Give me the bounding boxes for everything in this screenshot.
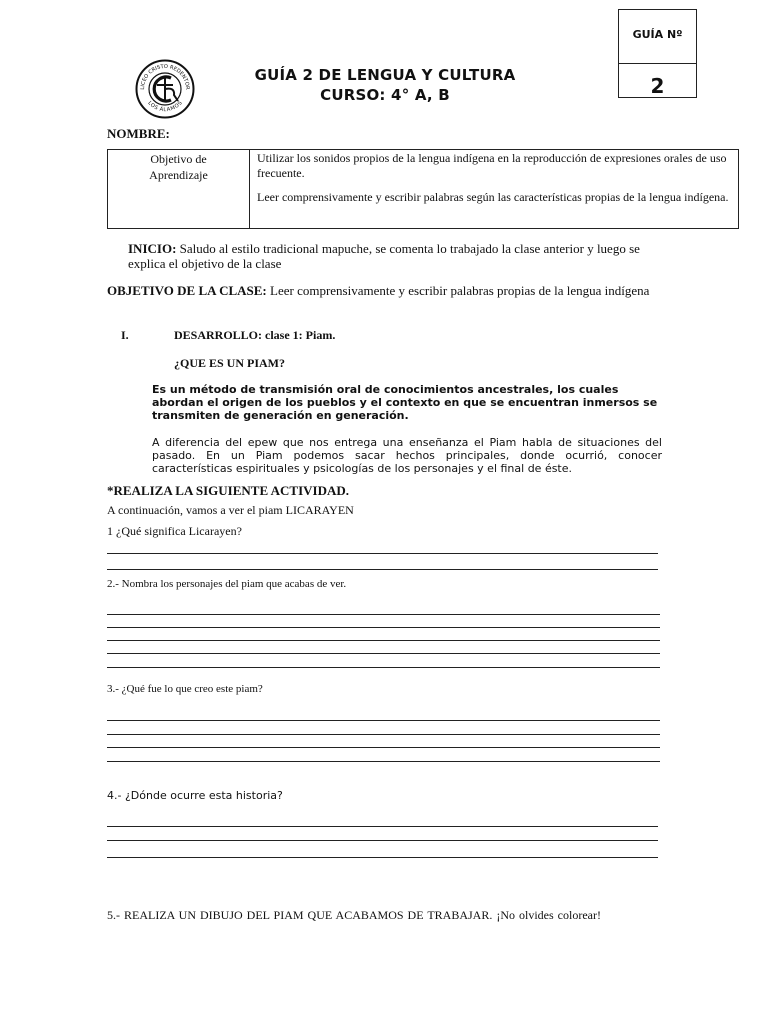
piam-description: A diferencia del epew que nos entrega una enseñanza el Piam habla de situaciones del pasado. En un Piam podemos sacar hechos principales, donde ocurrió, conocer características espirituales y psicologías de los personajes y el final de éste. — [152, 436, 662, 475]
inicio-label: INICIO: — [128, 241, 177, 256]
objetivo-clase-text: Leer comprensivamente y escribir palabras propias de la lengua indígena — [266, 283, 650, 298]
answer-line[interactable] — [107, 667, 660, 668]
actividad-intro: A continuación, vamos a ver el piam LICARAYEN — [107, 503, 354, 517]
answer-line[interactable] — [107, 720, 660, 721]
answer-line[interactable] — [107, 857, 658, 858]
piam-definition: Es un método de transmisión oral de conocimientos ancestrales, los cuales abordan el origen de los pueblos y el contexto en que se encuentran inmersos se transmiten de generación en generación. — [152, 383, 658, 422]
course-title: CURSO: 4° A, B — [320, 86, 450, 104]
question-2: 2.- Nombra los personajes del piam que acabas de ver. — [107, 578, 347, 590]
answer-line[interactable] — [107, 747, 660, 748]
objective-table-content-cell — [250, 150, 739, 229]
question-1: 1 ¿Qué significa Licarayen? — [107, 524, 242, 538]
answer-line[interactable] — [107, 840, 658, 841]
answer-line[interactable] — [107, 640, 660, 641]
school-logo — [135, 59, 195, 119]
guia-box-divider — [619, 63, 696, 64]
answer-line[interactable] — [107, 734, 660, 735]
piam-question: ¿QUE ES UN PIAM? — [174, 356, 286, 370]
objective-label-line2: Aprendizaje — [149, 168, 208, 182]
guia-number: 2 — [650, 74, 665, 98]
inicio-paragraph — [128, 241, 660, 271]
answer-line[interactable] — [107, 569, 658, 570]
objective-text-2: Leer comprensivamente y escribir palabras según las características propias de la lengua indígena. — [257, 190, 729, 204]
question-5: 5.- REALIZA UN DIBUJO DEL PIAM QUE ACABAMOS DE TRABAJAR. ¡No olvides colorear! — [107, 908, 601, 922]
inicio-text: Saludo al estilo tradicional mapuche, se comenta lo trabajado la clase anterior y luego se explica el objetivo de la clase — [128, 241, 640, 271]
answer-line[interactable] — [107, 761, 660, 762]
objective-text-1: Utilizar los sonidos propios de la lengua indígena en la reproducción de expresiones orales de uso frecuente. — [257, 151, 727, 180]
actividad-heading: *REALIZA LA SIGUIENTE ACTIVIDAD. — [107, 483, 350, 498]
answer-line[interactable] — [107, 826, 658, 827]
answer-line[interactable] — [107, 553, 658, 554]
nombre-label: NOMBRE: — [107, 126, 170, 141]
logo-text-bottom: LOS ÁLAMOS — [146, 100, 184, 114]
objective-table — [107, 149, 739, 229]
answer-line[interactable] — [107, 627, 660, 628]
objective-label-line1: Objetivo de — [150, 152, 207, 166]
objetivo-clase-label: OBJETIVO DE LA CLASE: — [107, 283, 267, 298]
guide-title: GUÍA 2 DE LENGUA Y CULTURA — [254, 66, 516, 84]
question-4: 4.- ¿Dónde ocurre esta historia? — [107, 789, 283, 802]
guia-number-box — [618, 9, 697, 98]
objetivo-clase-paragraph — [107, 283, 661, 298]
answer-line[interactable] — [107, 614, 660, 615]
desarrollo-heading: DESARROLLO: clase 1: Piam. — [174, 328, 336, 342]
logo-text-top: LICEO CRISTO REDENTOR — [139, 63, 191, 90]
question-3: 3.- ¿Qué fue lo que creo este piam? — [107, 683, 263, 695]
objective-table-header-cell — [108, 150, 250, 229]
guia-label: GUÍA Nº — [632, 28, 683, 41]
desarrollo-numeral: I. — [121, 328, 129, 342]
answer-line[interactable] — [107, 653, 660, 654]
